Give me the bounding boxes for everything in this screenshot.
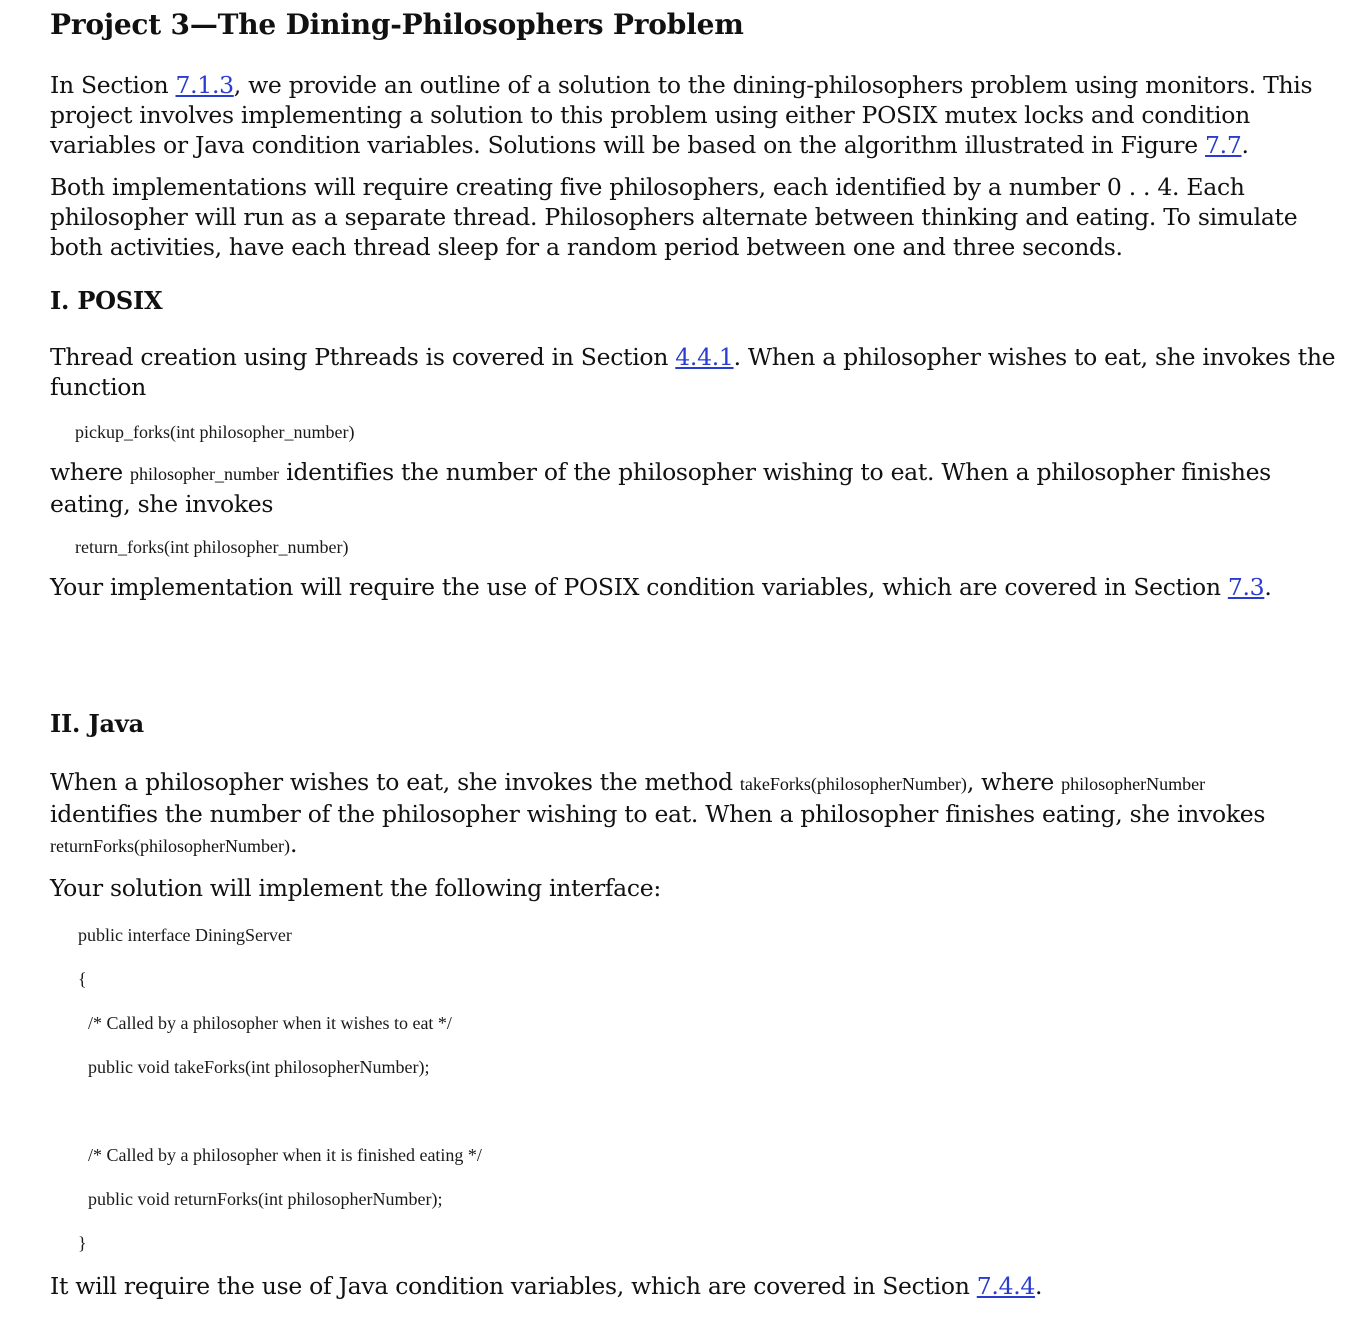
code-comment-take: /* Called by a philosopher when it wishes to eat */ <box>88 1013 452 1033</box>
section-heading-posix: I. POSIX <box>50 286 163 315</box>
text-line: Both implementations will require creating five philosophers, each identified by a number 0 . . 4. Each <box>50 173 1245 201</box>
text-line: In Section 7.1.3, we provide an outline of a solution to the dining-philosophers problem using monitors. This <box>50 71 1313 99</box>
text-line: function <box>50 373 146 401</box>
text-line: where philosopher_number identifies the number of the philosopher wishing to eat. When a philosopher finishes <box>50 458 1271 486</box>
code-take-forks: public void takeForks(int philosopherNumber); <box>88 1057 430 1077</box>
text-line: returnForks(philosopherNumber). <box>50 830 298 858</box>
java-paragraph-1 <box>50 767 1300 861</box>
java-paragraph-3 <box>50 1271 1300 1301</box>
code-return-forks: return_forks(int philosopher_number) <box>75 537 349 557</box>
text-line: eating, she invokes <box>50 490 274 518</box>
text-line: identifies the number of the philosopher wishing to eat. When a philosopher finishes eating, she invokes <box>50 800 1266 828</box>
intro-paragraph-1 <box>50 70 1313 160</box>
code-comment-return: /* Called by a philosopher when it is finished eating */ <box>88 1145 482 1165</box>
posix-paragraph-2 <box>50 457 1300 519</box>
section-7-4-4-link[interactable]: 7.4.4 <box>976 1272 1036 1300</box>
posix-paragraph-3 <box>50 572 1300 602</box>
posix-paragraph-1 <box>50 342 1336 402</box>
text-line: Thread creation using Pthreads is covered in Section 4.4.1. When a philosopher wishes to eat, she invokes the <box>50 343 1336 371</box>
inline-code: takeForks(philosopherNumber) <box>739 774 967 794</box>
page-title: Project 3—The Dining-Philosophers Problem <box>50 8 744 41</box>
section-4-4-1-link[interactable]: 4.4.1 <box>675 343 734 371</box>
text-line: Your implementation will require the use of POSIX condition variables, which are covered in Section 7.3. <box>50 573 1272 601</box>
text-line: It will require the use of Java condition variables, which are covered in Section 7.4.4. <box>50 1272 1043 1300</box>
intro-paragraph-2 <box>50 172 1300 262</box>
code-open-brace: { <box>78 969 87 989</box>
figure-7-7-link[interactable]: 7.7 <box>1205 131 1242 159</box>
code-close-brace: } <box>78 1233 87 1253</box>
text-line: project involves implementing a solution to this problem using either POSIX mutex locks and condition <box>50 101 1250 129</box>
text-line: both activities, have each thread sleep for a random period between one and three seconds. <box>50 233 1123 261</box>
text-line: variables or Java condition variables. Solutions will be based on the algorithm illustrated in Figure 7.7. <box>50 131 1249 159</box>
java-paragraph-2 <box>50 873 1300 903</box>
inline-code: philosopher_number <box>129 464 279 484</box>
section-7-1-3-link[interactable]: 7.1.3 <box>175 71 234 99</box>
text-line: Your solution will implement the following interface: <box>50 874 661 902</box>
text-line: philosopher will run as a separate thread. Philosophers alternate between thinking and eating. To simulate <box>50 203 1298 231</box>
section-heading-java: II. Java <box>50 709 144 738</box>
inline-code: philosopherNumber <box>1061 774 1206 794</box>
inline-code: returnForks(philosopherNumber) <box>50 836 290 856</box>
section-7-3-link[interactable]: 7.3 <box>1227 573 1265 601</box>
code-return-forks-java: public void returnForks(int philosopherNumber); <box>88 1189 443 1209</box>
text-line: When a philosopher wishes to eat, she invokes the method takeForks(philosopherNumber), where philosopherNumber <box>50 768 1206 796</box>
code-interface-declaration: public interface DiningServer <box>78 925 292 945</box>
code-pickup-forks: pickup_forks(int philosopher_number) <box>75 422 355 442</box>
